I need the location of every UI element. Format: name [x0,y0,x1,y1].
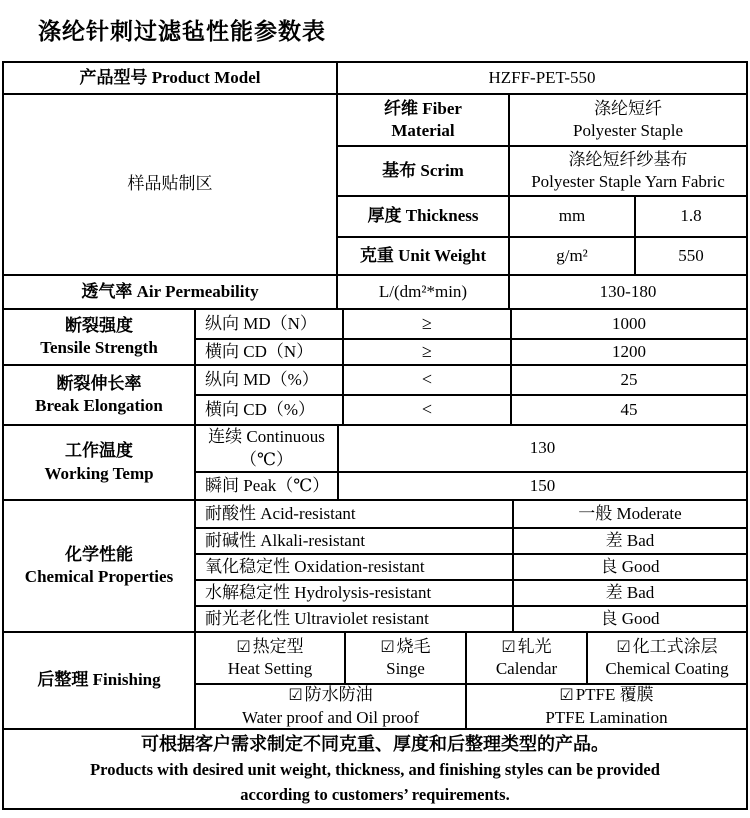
tensile-md-direction: 纵向 MD（N） [194,310,342,338]
continuous-label: 连续 Continuous （℃） [194,426,337,471]
elongation-cd-comparator: < [342,394,510,424]
sample-area-section [4,93,746,274]
peak-value: 150 [337,471,746,499]
chemical-property-rating: 一般 Moderate [512,501,746,527]
peak-label: 瞬间 Peak（℃） [194,471,337,499]
thickness-label: 厚度 Thickness [336,195,508,236]
scrim-value: 涤纶短纤纱基布 Polyester Staple Yarn Fabric [508,145,746,195]
checked-checkbox-icon: ☑ [380,636,395,656]
break-elongation-section [4,364,746,424]
unit-weight-label: 克重 Unit Weight [336,236,508,274]
finishing-section [4,631,746,728]
working-temp-label: 工作温度 Working Temp [44,441,154,483]
elongation-md-direction: 纵向 MD（%） [194,366,342,394]
elongation-md-value: 25 [510,366,746,394]
chemical-property-rating: 差 Bad [512,527,746,553]
fiber-label: 纤维 Fiber Material [336,95,508,145]
chemical-property-rating: 差 Bad [512,579,746,605]
finishing-option-heat-setting: ☑ 热定型 Heat Setting [194,633,344,683]
checked-checkbox-icon: ☑ [288,685,303,705]
tensile-cd-value: 1200 [510,338,746,364]
note-line-en-2: according to customers’ requirements. [240,785,510,804]
tensile-md-value: 1000 [510,310,746,338]
checked-checkbox-icon: ☑ [559,685,574,705]
tensile-cd-comparator: ≥ [342,338,510,364]
spec-table [2,61,748,810]
note-line-zh: 可根据客户需求制定不同克重、厚度和后整理类型的产品。 [141,734,609,754]
tensile-strength-section [4,308,746,364]
air-permeability-value: 130-180 [508,276,746,308]
air-permeability-row [4,274,746,308]
tensile-strength-label: 断裂强度 Tensile Strength [40,315,158,357]
product-model-row [4,63,746,93]
finishing-option-calendar: ☑ 轧光 Calendar [465,633,586,683]
product-model-value: HZFF-PET-550 [336,63,746,93]
break-elongation-label: 断裂伸长率 Break Elongation [35,373,163,415]
elongation-cd-direction: 横向 CD（%） [194,394,342,424]
chemical-properties-label: 化学性能 Chemical Properties [24,544,174,586]
finishing-option-ptfe-lamination: ☑ PTFE 覆膜 PTFE Lamination [465,683,746,728]
thickness-value: 1.8 [634,195,746,236]
checked-checkbox-icon: ☑ [616,636,631,656]
unit-weight-unit: g/m² [508,236,634,274]
chemical-property-rating: 良 Good [512,605,746,631]
fiber-value: 涤纶短纤 Polyester Staple [508,95,746,145]
chemical-property-name: 水解稳定性 Hydrolysis-resistant [194,579,512,605]
elongation-md-comparator: < [342,366,510,394]
air-permeability-unit: L/(dm²*min) [336,276,508,308]
finishing-option-singe: ☑ 烧毛 Singe [344,633,465,683]
chemical-property-name: 耐酸性 Acid-resistant [194,501,512,527]
checked-checkbox-icon: ☑ [501,636,516,656]
continuous-value: 130 [337,426,746,471]
chemical-property-name: 氧化稳定性 Oxidation-resistant [194,553,512,579]
tensile-cd-direction: 横向 CD（N） [194,338,342,364]
finishing-option-waterproof: ☑ 防水防油 Water proof and Oil proof [194,683,465,728]
page-title: 涤纶针刺过滤毡性能参数表 [38,19,326,44]
product-model-label: 产品型号 Product Model [79,67,261,87]
chemical-property-rating: 良 Good [512,553,746,579]
elongation-cd-value: 45 [510,394,746,424]
tensile-md-comparator: ≥ [342,310,510,338]
chemical-property-name: 耐光老化性 Ultraviolet resistant [194,605,512,631]
finishing-option-chemical-coating: ☑ 化工式涂层 Chemical Coating [586,633,746,683]
scrim-label: 基布 Scrim [336,145,508,195]
sample-area-cell: 样品贴制区 [127,174,213,194]
thickness-unit: mm [508,195,634,236]
chemical-properties-section [4,499,746,631]
working-temp-section [4,424,746,499]
chemical-property-name: 耐碱性 Alkali-resistant [194,527,512,553]
unit-weight-value: 550 [634,236,746,274]
finishing-label: 后整理 Finishing [37,670,161,690]
customization-note [4,728,746,808]
air-permeability-label: 透气率 Air Permeability [81,281,259,301]
note-line-en-1: Products with desired unit weight, thickness, and finishing styles can be provided [90,760,660,779]
checked-checkbox-icon: ☑ [236,636,251,656]
